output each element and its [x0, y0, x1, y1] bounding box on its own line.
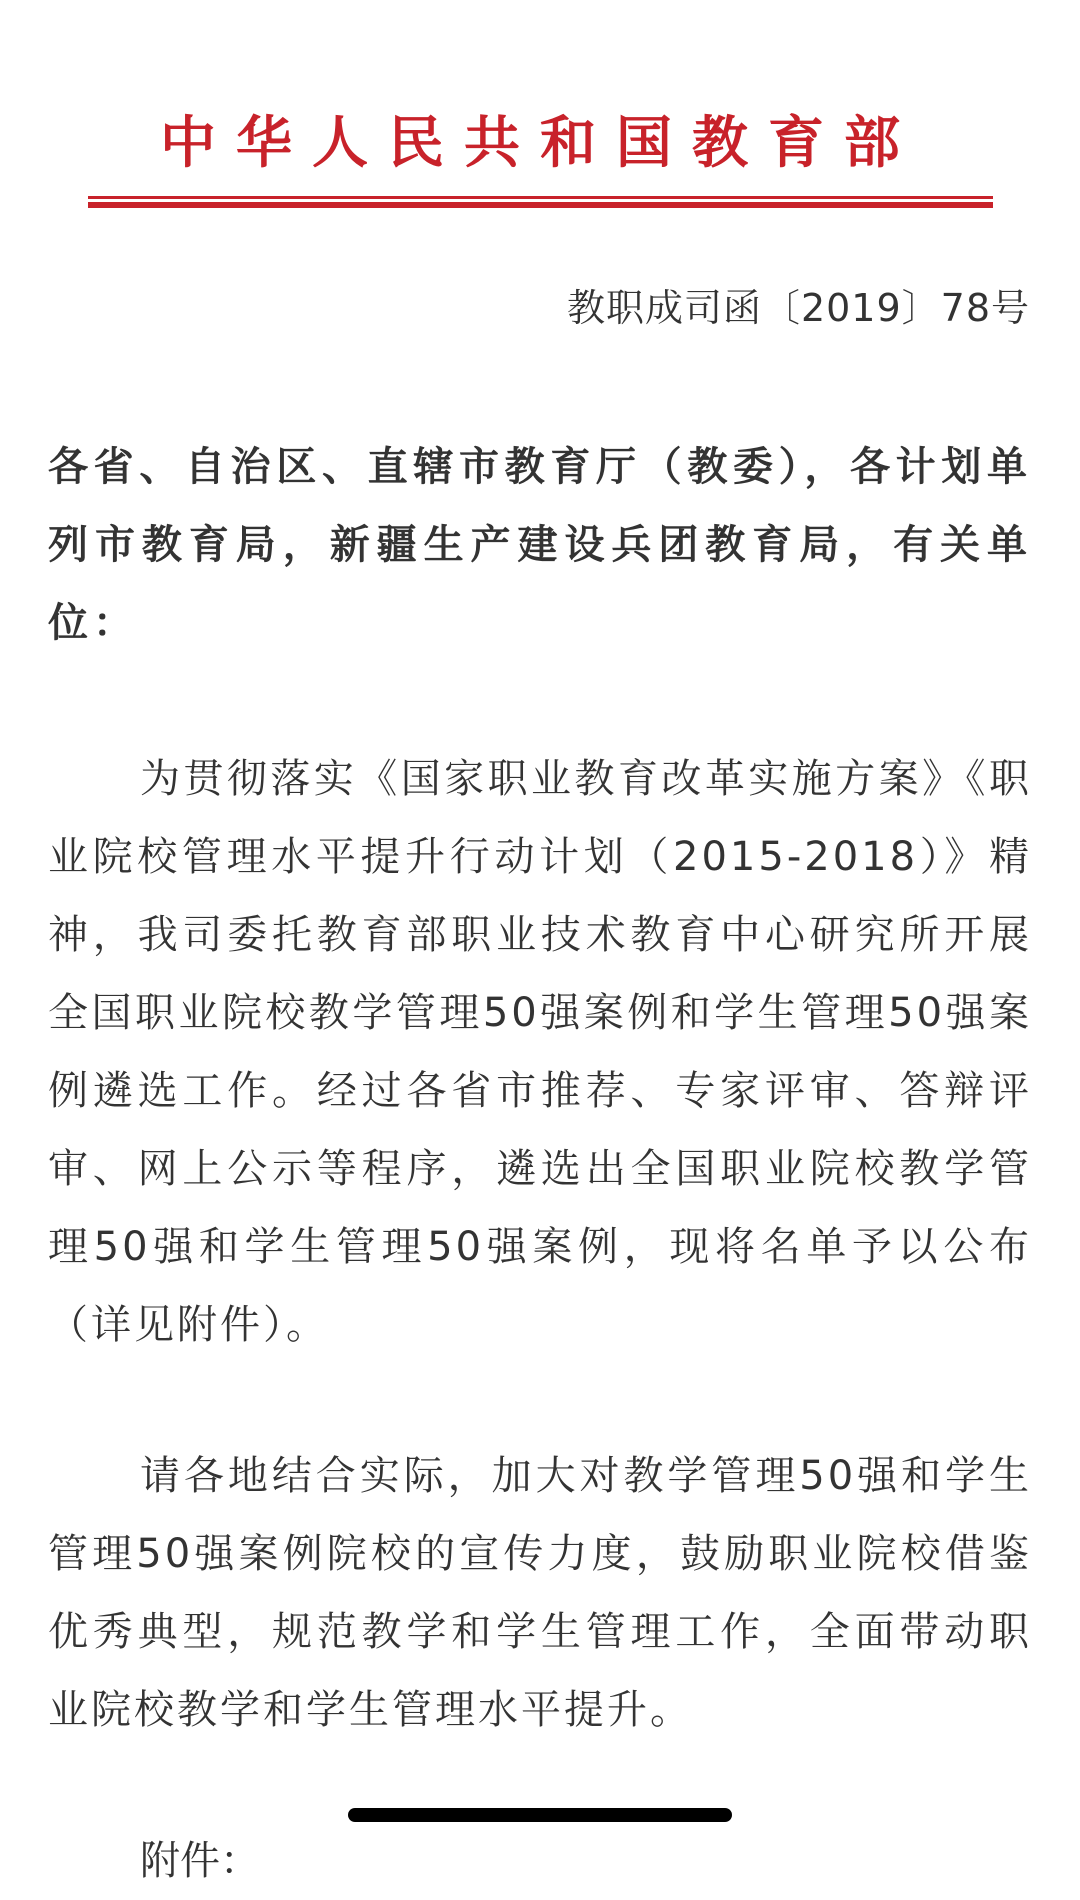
home-indicator[interactable] [348, 1808, 732, 1822]
body-paragraph: 为贯彻落实《国家职业教育改革实施方案》《职业院校管理水平提升行动计划（2015-2018）》精神，我司委托教育部职业技术教育中心研究所开展全国职业院校教学管理50强案例和学生管理50强案例遴选工作。经过各省市推荐、专家评审、答辩评审、网上公示等程序，遴选出全国职业院校教学管理50强和学生管理50强案例，现将名单予以公布（详见附件）。 [48, 756, 1032, 1348]
letterhead-title: 中华人民共和国教育部 [160, 110, 920, 176]
divider-thick-line [88, 202, 993, 208]
body-paragraph: 请各地结合实际，加大对教学管理50强和学生管理50强案例院校的宣传力度，鼓励职业院校借鉴优秀典型，规范教学和学生管理工作，全面带动职业院校教学和学生管理水平提升。 [48, 1453, 1032, 1733]
document-number: 教职成司函〔2019〕78号 [566, 286, 1030, 330]
letterhead-divider [88, 196, 993, 208]
addressee: 各省、自治区、直辖市教育厅（教委），各计划单列市教育局，新疆生产建设兵团教育局，有关单位： [48, 444, 1032, 646]
divider-thin-line [88, 196, 993, 199]
attachment-label: 附件： [140, 1838, 260, 1884]
